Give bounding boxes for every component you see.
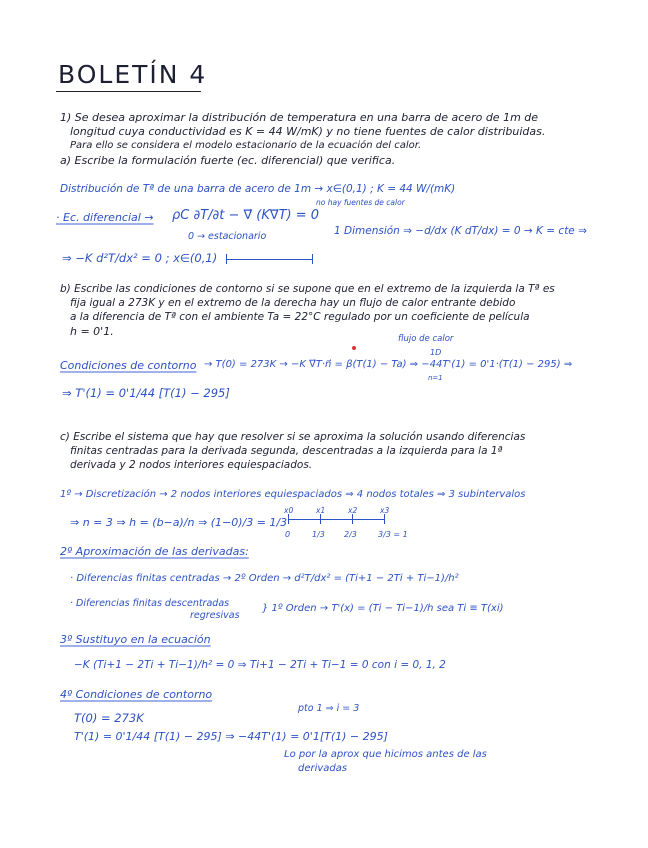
backward-differences-line: · Diferencias finitas descentradas [70,598,230,609]
problem-b-line: a la diferencia de Tª con el ambiente Ta = 22°C regulado por un coeficiente de película [70,311,530,323]
n-equals-one: n=1 [428,374,443,382]
problem-c-line: c) Escribe el sistema que hay que resolver si se aproxima la solución usando diferencias [60,431,526,443]
node-label: x1 [316,506,326,515]
left-boundary-condition: T(0) = 273K [74,711,144,725]
step-2-heading: 2º Aproximación de las derivadas: [60,545,249,558]
problem-statement-line: longitud cuya conductividad es K = 44 W/mK) y no tiene fuentes de calor distribuidas. [70,125,546,138]
tick-label: 3/3 = 1 [378,530,408,539]
section-a-heading: Distribución de Tª de una barra de acero de 1m → x∈(0,1) ; K = 44 W/(mK) [60,183,456,195]
heat-equation-formula: ρC ∂T/∂t − ∇⃗ (K∇⃗T) = 0 [172,208,320,223]
node-axis-line [288,519,384,520]
step-4-heading: 4º Condiciones de contorno [60,688,213,701]
derivation-note: derivadas [298,763,348,774]
first-order-formula: } 1º Orden → T'(x) = (Ti − Ti−1)/h sea Ti ≡ T(xi) [262,603,504,614]
boundary-result-formula: ⇒ T'(1) = 0'1/44 [T(1) − 295] [62,386,230,400]
step-1-discretization: 1º → Discretización → 2 nodos interiores equiespaciados ⇒ 4 nodos totales ⇒ 3 subintervalos [60,489,526,500]
interval-tick [226,254,227,264]
boundary-conditions-formula: → T(0) = 273K → −K ∇⃗T·n⃗ = β(T(1) − Ta) ⇒ −44T'(1) = 0'1·(T(1) − 295) ⇒ [204,359,573,370]
stationary-annotation: 0 → estacionario [188,231,267,242]
title-underline [56,91,201,92]
node-label: x2 [348,506,358,515]
heat-flux-annotation: flujo de calor [398,334,454,344]
backward-differences-line: regresivas [190,610,240,621]
one-d-annotation: 1D [430,348,442,357]
ec-diferencial-label: · Ec. diferencial → [56,211,154,224]
problem-c-line: derivada y 2 nodos interiores equiespaciados. [70,459,313,471]
derivation-note: Lo por la aprox que hicimos antes de las [284,749,487,760]
one-dimension-formula: 1 Dimensión ⇒ −d/dx (K dT/dx) = 0 → K = cte ⇒ [334,225,587,237]
step-size-formula: ⇒ n = 3 ⇒ h = (b−a)/n ⇒ (1−0)/3 = 1/3 [70,516,288,529]
question-a: a) Escribe la formulación fuerte (ec. diferencial) que verifica. [60,154,396,167]
problem-c-line: finitas centradas para la derivada segunda, descentradas a la izquierda para la 1ª [70,445,503,457]
node-label: x3 [380,506,390,515]
substituted-equation: −K (Ti+1 − 2Ti + Ti−1)/h² = 0 ⇒ Ti+1 − 2Ti + Ti−1 = 0 con i = 0, 1, 2 [74,659,446,671]
no-sources-annotation: no hay fuentes de calor [316,198,405,207]
problem-b-line: fija igual a 273K y en el extremo de la derecha hay un flujo de calor entrante debido [70,297,516,309]
node-label: x0 [284,506,294,515]
tick-label: 1/3 [312,530,325,539]
problem-statement-line: Para ello se considera el modelo estacionario de la ecuación del calor. [70,140,422,151]
right-boundary-condition: T'(1) = 0'1/44 [T(1) − 295] ⇒ −44T'(1) = 0'1[T(1) − 295] [74,730,388,743]
problem-statement-line: 1) Se desea aproximar la distribución de temperatura en una barra de acero de 1m de [60,111,539,124]
page-title: BOLETÍN 4 [58,60,208,89]
problem-b-line: b) Escribe las condiciones de contorno si se supone que en el extremo de la izquierda la Tª es [60,283,555,295]
tick-label: 0 [285,530,291,539]
step-3-heading: 3º Sustituyo en la ecuación [60,633,211,646]
red-normal-marker [352,346,356,350]
domain-interval-line [226,259,312,260]
boundary-conditions-label: Condiciones de contorno [60,359,197,372]
tick-label: 2/3 [344,530,357,539]
point-annotation: pto 1 ⇒ i = 3 [298,703,360,714]
differential-equation-result: ⇒ −K d²T/dx² = 0 ; x∈(0,1) [62,251,218,265]
problem-b-line: h = 0'1. [70,325,114,338]
interval-tick [312,254,313,264]
centered-differences-line: · Diferencias finitas centradas → 2º Orden → d²T/dx² = (Ti+1 − 2Ti + Ti−1)/h² [70,573,459,584]
